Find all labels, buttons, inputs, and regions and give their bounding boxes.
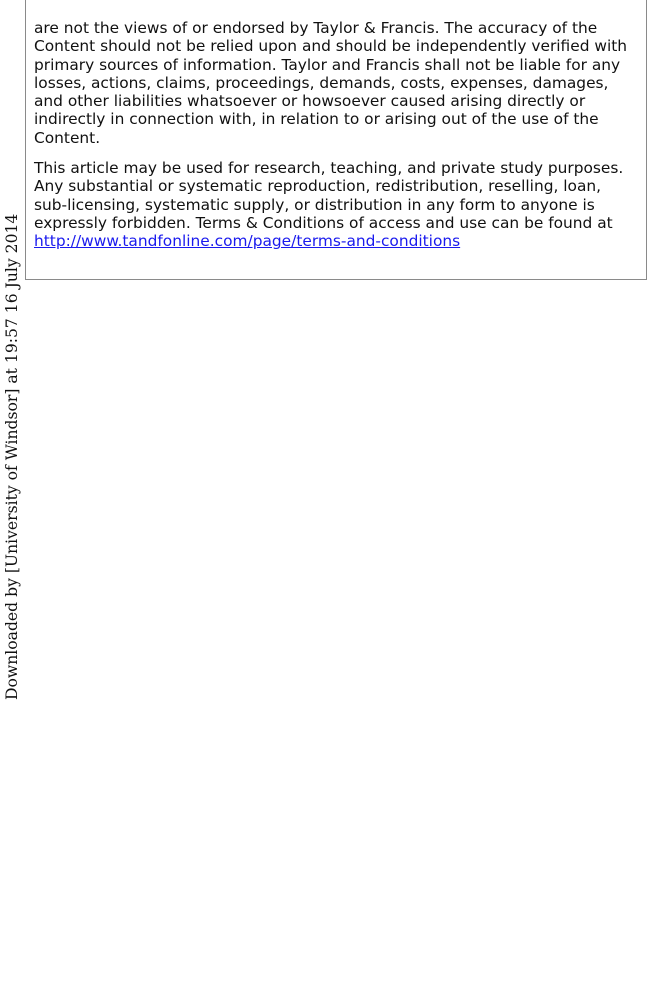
terms-box xyxy=(25,0,647,280)
disclaimer-paragraph: are not the views of or endorsed by Taylor & Francis. The accuracy of the Content should not be relied upon and should be independently verified with primary sources of information. Taylor and Francis shall not be liable for any losses, actions, claims, proceedings, demands, costs, expenses, damages, and other liabilities whatsoever or howsoever caused arising directly or indirectly in connection with, in relation to or arising out of the use of the Content. xyxy=(34,19,628,147)
terms-and-conditions-link[interactable]: http://www.tandfonline.com/page/terms-and-conditions xyxy=(34,232,461,251)
download-watermark: Downloaded by [University of Windsor] at 19:57 16 July 2014 xyxy=(3,213,21,700)
usage-paragraph-text: This article may be used for research, teaching, and private study purposes. Any substantial or systematic reproduction, redistribution, reselling, loan, sub-licensing, systematic supply, or distribution in any form to anyone is expressly forbidden. Terms & Conditions of access and use can be found at xyxy=(34,159,624,232)
usage-paragraph xyxy=(34,159,638,250)
